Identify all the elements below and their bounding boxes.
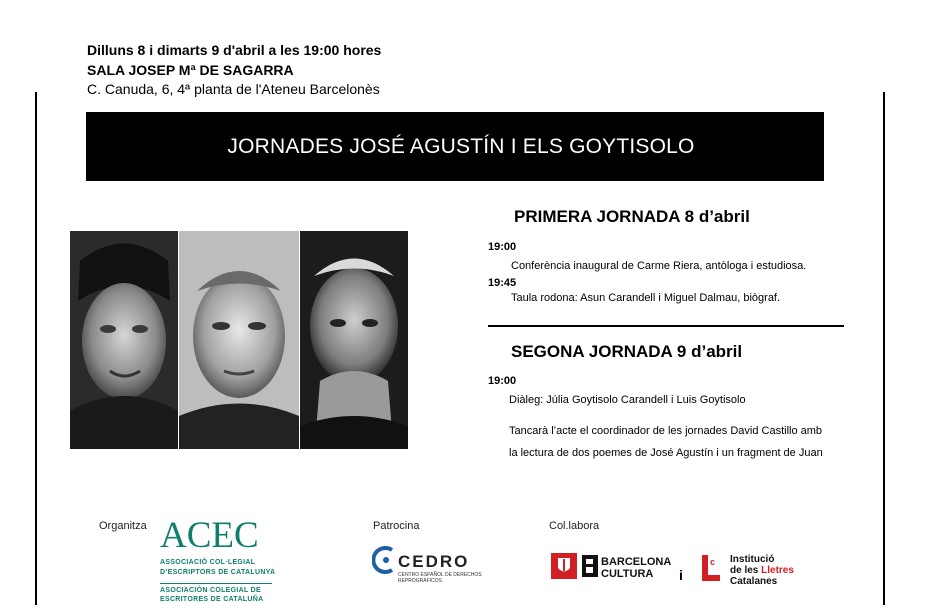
sponsor-label: Patrocina: [373, 520, 420, 532]
event-address: C. Canuda, 6, 4ª planta de l'Ateneu Barcelonès: [87, 81, 380, 97]
day1-event1-time: 19:00: [488, 241, 517, 253]
collaborator-label: Col.labora: [549, 520, 600, 532]
day1-event2-time: 19:45: [488, 277, 517, 289]
day1-event2-text: Taula rodona: Asun Carandell i Miguel Dalmau, biògraf.: [511, 292, 781, 304]
event-room: SALA JOSEP Mª DE SAGARRA: [87, 62, 294, 78]
barcelona-shield-icon: [551, 553, 577, 579]
portrait-photo-2: [179, 231, 299, 449]
cedro-mark-icon: [372, 546, 396, 574]
acec-divider: [160, 583, 272, 584]
portrait-photo-1: [70, 231, 178, 449]
acec-line4: ESCRITORES DE CATALUÑA: [160, 596, 264, 603]
day2-closing-line1: Tancarà l’acte el coordinador de les jornades David Castillo amb: [509, 425, 823, 437]
event-dates: Dilluns 8 i dimarts 9 d'abril a les 19:00 hores: [87, 42, 382, 58]
left-border-line: [35, 92, 37, 605]
day2-title: SEGONA JORNADA 9 d’abril: [511, 342, 743, 361]
cedro-logo-text: CEDRO: [398, 552, 470, 571]
banner-title: JORNADES JOSÉ AGUSTÍN I ELS GOYTISOLO: [227, 134, 695, 158]
barcelona-line2: CULTURA: [601, 568, 654, 580]
programme-divider: [488, 325, 844, 327]
day1-event1-text: Conferència inaugural de Carme Riera, antòloga i estudiosa.: [511, 260, 807, 272]
acec-line1: ASSOCIACIÓ COL·LEGIAL: [160, 559, 256, 566]
logos-conjunction: i: [679, 567, 683, 583]
barcelona-line1: BARCELONA: [601, 556, 672, 568]
barcelona-b-icon: [582, 555, 598, 577]
day2-event1-text: Diàleg: Júlia Goytisolo Carandell i Luis Goytisolo: [509, 394, 746, 406]
institucio-line2-a: de les: [730, 565, 762, 576]
title-banner: [86, 112, 824, 181]
acec-logo-text: ACEC: [160, 515, 259, 556]
acec-line3: ASOCIACIÓN COLEGIAL DE: [160, 587, 261, 594]
svg-text:c: c: [710, 557, 716, 567]
cedro-tagline: [398, 573, 482, 584]
acec-line2: D’ESCRIPTORS DE CATALUNYA: [160, 569, 276, 576]
institucio-lc-icon: [700, 553, 724, 583]
day1-title: PRIMERA JORNADA 8 d’abril: [514, 207, 750, 226]
day2-event1-time: 19:00: [488, 375, 517, 387]
institucio-line3: Catalanes: [730, 576, 778, 587]
organizer-label: Organitza: [99, 520, 147, 532]
right-border-line: [883, 92, 885, 605]
institucio-line1: Institució: [730, 554, 775, 565]
portrait-photo-3: [300, 231, 408, 449]
institucio-line2: [730, 566, 794, 576]
day2-closing-line2: la lectura de dos poemes de José Agustín i un fragment de Juan: [509, 447, 823, 459]
cedro-tagline-line1: CENTRO ESPAÑOL DE DERECHOS: [398, 572, 482, 578]
cedro-tagline-line2: REPROGRÁFICOS: [398, 577, 442, 584]
institucio-line2-b: Lletres: [761, 565, 794, 576]
